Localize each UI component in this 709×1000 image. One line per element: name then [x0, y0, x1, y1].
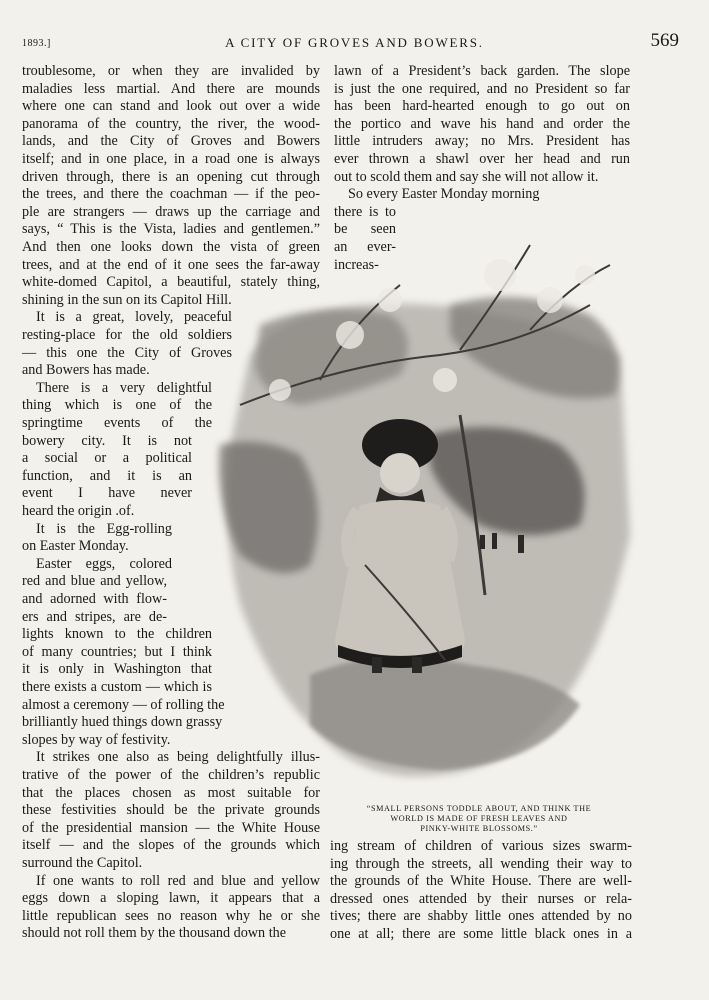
text-line: ever thrown a shawl over her head and run	[334, 151, 630, 167]
text-line: shining in the sun on its Capitol Hill.	[22, 291, 232, 308]
text-line: the trees, and there the coachman — if the peo-	[22, 186, 320, 203]
text-line: white-domed Capitol, a beautiful, stately thing,	[22, 274, 320, 291]
text-line: little republican sees no reason why he or she	[22, 907, 320, 924]
text-line: heard the origin .of.	[22, 503, 135, 519]
text-line: little intruders away; no Mrs. President has	[334, 133, 630, 150]
text-line: there exists a custom — which is	[22, 679, 212, 695]
text-line: almost a ceremony — of rolling the	[22, 696, 225, 713]
text-line: where one can stand and look out over a wide	[22, 98, 320, 115]
running-head-title: A CITY OF GROVES AND BOWERS.	[225, 35, 484, 50]
illustration-caption	[335, 804, 623, 834]
text-line: brilliantly hued things down grassy	[22, 714, 223, 731]
text-line: and Bowers has made.	[22, 362, 150, 379]
text-line: event I have never	[22, 485, 192, 502]
text-line: surround the Capitol.	[22, 855, 143, 871]
text-line: trees, and at the end of it one sees the far-away	[22, 256, 320, 273]
text-line: eggs down a sloping lawn, it appears that a	[22, 890, 320, 907]
text-line: dressed ones attended by their nurses or rela-	[330, 890, 632, 907]
text-line: on Easter Monday.	[22, 538, 129, 555]
text-line: of the presidential mansion — the White House	[22, 819, 320, 836]
text-line: there is to	[334, 203, 396, 220]
text-line: springtime events of the	[22, 415, 212, 431]
caption-line: PINKY-WHITE BLOSSOMS.”	[420, 824, 538, 833]
text-line: troublesome, or when they are invalided by	[22, 63, 320, 79]
text-line: panorama of the country, the river, the wood-	[22, 115, 320, 132]
text-line: lawn of a President’s back garden. The slope	[334, 63, 630, 79]
text-line: one at all; there are some little black ones in a	[330, 926, 632, 942]
text-line: the grounds of the White House. There are well-	[330, 873, 632, 890]
text-line: of many countries; but I think	[22, 643, 212, 660]
text-line: — this one the City of Groves	[22, 344, 232, 361]
text-line: lights known to the children	[22, 626, 212, 643]
text-line: thing which is one of the	[22, 397, 212, 414]
text-line: and adorned with flow-	[22, 591, 167, 607]
text-line: red and blue and yellow,	[22, 573, 167, 590]
text-line: be seen	[334, 221, 396, 238]
page-number: 569	[650, 30, 679, 51]
text-line: an ever-	[334, 239, 396, 255]
text-line: should not roll them by the thousand down the	[22, 925, 287, 942]
text-line: ers and stripes, are de-	[22, 608, 167, 625]
running-head-year: 1893.]	[22, 38, 51, 49]
text-line: bowery city. It is not	[22, 432, 192, 449]
text-line: out to scold them and say she will not allow it.	[334, 168, 599, 185]
text-line: It is the Egg-rolling	[36, 520, 172, 537]
text-line: the portico and wave his hand and order the	[334, 115, 630, 132]
caption-line: “SMALL PERSONS TODDLE ABOUT, AND THINK THE	[366, 804, 592, 813]
text-line: ing through the streets, all wending their way to	[330, 855, 632, 872]
text-line: It strikes one also as being delightfully illus-	[36, 749, 320, 766]
text-line: tives; there are shabby little ones attended by no	[330, 908, 632, 925]
text-line: is just the one required, and no President so far	[334, 80, 630, 97]
text-line: maladies less martial. And there are mounds	[22, 80, 320, 97]
text-line: increas-	[334, 256, 379, 273]
text-line: ing stream of children of various sizes swarm-	[330, 838, 632, 854]
text-line: So every Easter Monday morning	[348, 186, 540, 203]
text-line: it is only in Washington that	[22, 661, 212, 678]
text-line: has been hard-hearted enough to go out on	[334, 98, 630, 115]
text-line: function, and it is an	[22, 467, 192, 484]
text-line: lands, and the City of Groves and Bowers	[22, 133, 320, 150]
text-line: a social or a political	[22, 450, 192, 467]
text-line: There is a very delightful	[36, 379, 212, 396]
text-line: itself; and in one place, in a road one is always	[22, 151, 320, 167]
text-line: If one wants to roll red and blue and yellow	[36, 872, 320, 889]
text-line: driven through, there is an opening cut through	[22, 168, 320, 185]
text-line: says, “ This is the Vista, ladies and gentlemen.”	[22, 221, 320, 238]
text-line: trative of the power of the children’s republic	[22, 767, 320, 783]
text-line: Easter eggs, colored	[36, 555, 172, 572]
caption-line: WORLD IS MADE OF FRESH LEAVES AND	[390, 814, 568, 823]
text-line: resting-place for the old soldiers	[22, 327, 232, 343]
text-line: And then one looks down the vista of green	[22, 239, 320, 255]
text-line: these festivities should be the private grounds	[22, 802, 320, 819]
text-line: slopes by way of festivity.	[22, 731, 171, 748]
text-line: that the places chosen as most suitable for	[22, 784, 320, 801]
text-line: itself — and the slopes of the grounds which	[22, 837, 320, 854]
text-line: ple are strangers — draws up the carriage and	[22, 203, 320, 220]
text-line: It is a great, lovely, peaceful	[36, 309, 232, 326]
